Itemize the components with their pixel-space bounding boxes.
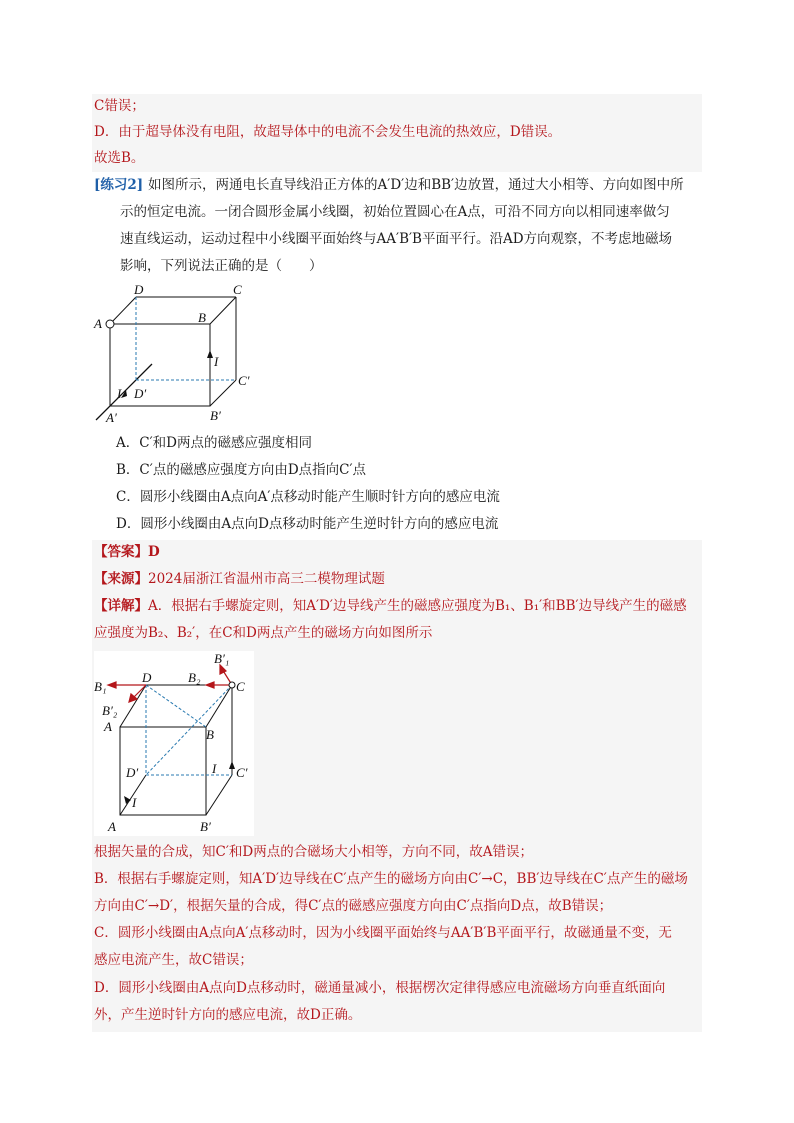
answer-value: D — [148, 544, 160, 560]
cube1-label-i-right: I — [214, 354, 219, 369]
explain-line-2: B．根据右手螺旋定则，知A′D′边导线在C′点产生的磁场方向由C′→C，BB′边导线在C′点产生的磁场 — [94, 871, 688, 887]
exercise-line-3: 速直线运动，运动过程中小线圈平面始终与AA′B′B平面平行。沿AD方向观察，不考虑地磁场 — [120, 231, 673, 247]
answer-label: 【答案】 — [94, 544, 148, 560]
cube1-label-b-prime: B′ — [210, 408, 221, 423]
cube2-label-d-prime: D′ — [126, 765, 139, 780]
detail-text-1: A．根据右手螺旋定则，知A′D′边导线产生的磁感应强度为B₁、B₁′和BB′边导线产生的磁感 — [148, 598, 687, 614]
cube1-label-a: A — [94, 316, 102, 331]
cube-figure-1 — [88, 282, 258, 428]
cube2-label-c-prime: C′ — [236, 765, 248, 780]
explain-line-6: D．圆形小线圈由A点向D点移动时，磁通量减小，根据楞次定律得感应电流磁场方向垂直纸面向 — [94, 980, 666, 996]
cube2-label-a-bottom: A — [108, 819, 116, 834]
cube1-label-b: B — [198, 310, 206, 325]
explain-line-1: 根据矢量的合成，知C′和D两点的合磁场大小相等，方向不同，故A错误； — [94, 844, 533, 860]
cube2-label-b-prime: B′ — [200, 819, 211, 834]
cube2-label-b: B — [206, 727, 214, 742]
option-a: A．C′和D两点的磁感应强度相同 — [116, 435, 312, 451]
detail-line-1 — [94, 596, 687, 616]
detail-line-2: 应强度为B₂、B₂′，在C和D两点产生的磁场方向如图所示 — [94, 625, 433, 641]
cube1-label-d: D — [134, 282, 144, 297]
exercise-line-2: 示的恒定电流。一闭合圆形金属小线圈，初始位置圆心在A点，可沿不同方向以相同速率做匀 — [120, 204, 670, 220]
exercise-line-1: 如图所示，两通电长直导线沿正方体的A′D′边和BB′边放置，通过大小相等、方向如图中所 — [148, 177, 684, 193]
source-line — [94, 569, 385, 589]
option-c: C．圆形小线圈由A点向A′点移动时能产生顺时针方向的感应电流 — [116, 489, 500, 505]
cube1-label-a-prime: A′ — [106, 410, 117, 425]
top-line-3: 故选B。 — [94, 150, 145, 166]
cube2-label-i-left: I — [132, 795, 137, 810]
detail-label: 【详解】 — [94, 598, 148, 614]
explain-line-7: 外，产生逆时针方向的感应电流，故D正确。 — [94, 1007, 362, 1023]
top-line-1: C错误； — [94, 98, 145, 114]
option-b: B．C′点的磁感应强度方向由D点指向C′点 — [116, 462, 367, 478]
cube-figure-2 — [94, 651, 254, 836]
cube1-label-i-left: I — [117, 386, 122, 401]
cube2-label-b1-prime: B′₁ — [214, 651, 230, 666]
cube2-label-b2: B₂ — [188, 670, 201, 685]
explain-line-4: C．圆形小线圈由A点向A′点移动时，因为小线圈平面始终与AA′B′B平面平行，故磁通量不变，无 — [94, 925, 672, 941]
source-value: 2024届浙江省温州市高三二模物理试题 — [148, 571, 385, 587]
cube2-label-d: D — [142, 670, 152, 685]
cube2-label-b2-prime: B′₂ — [102, 703, 118, 718]
cube2-label-c: C — [236, 679, 245, 694]
cube1-label-c-prime: C′ — [238, 373, 250, 388]
exercise-line-4: 影响，下列说法正确的是（ ） — [120, 258, 323, 274]
top-line-2: D．由于超导体没有电阻，故超导体中的电流不会发生电流的热效应，D错误。 — [94, 124, 562, 140]
source-label: 【来源】 — [94, 571, 148, 587]
explain-line-3: 方向由C′→D′，根据矢量的合成，得C′点的磁感应强度方向由C′点指向D点，故B错误； — [94, 898, 613, 914]
cube1-label-d-prime: D′ — [134, 386, 147, 401]
cube1-label-c: C — [233, 282, 242, 297]
cube2-label-i-right: I — [212, 761, 217, 776]
option-d: D．圆形小线圈由A点向D点移动时能产生逆时针方向的感应电流 — [116, 516, 499, 532]
cube2-label-a: A — [104, 719, 112, 734]
exercise-tag: [练习2] — [94, 177, 144, 193]
cube2-label-b1: B₁ — [94, 679, 107, 694]
answer-line — [94, 542, 160, 562]
explain-line-5: 感应电流产生，故C错误； — [94, 952, 253, 968]
